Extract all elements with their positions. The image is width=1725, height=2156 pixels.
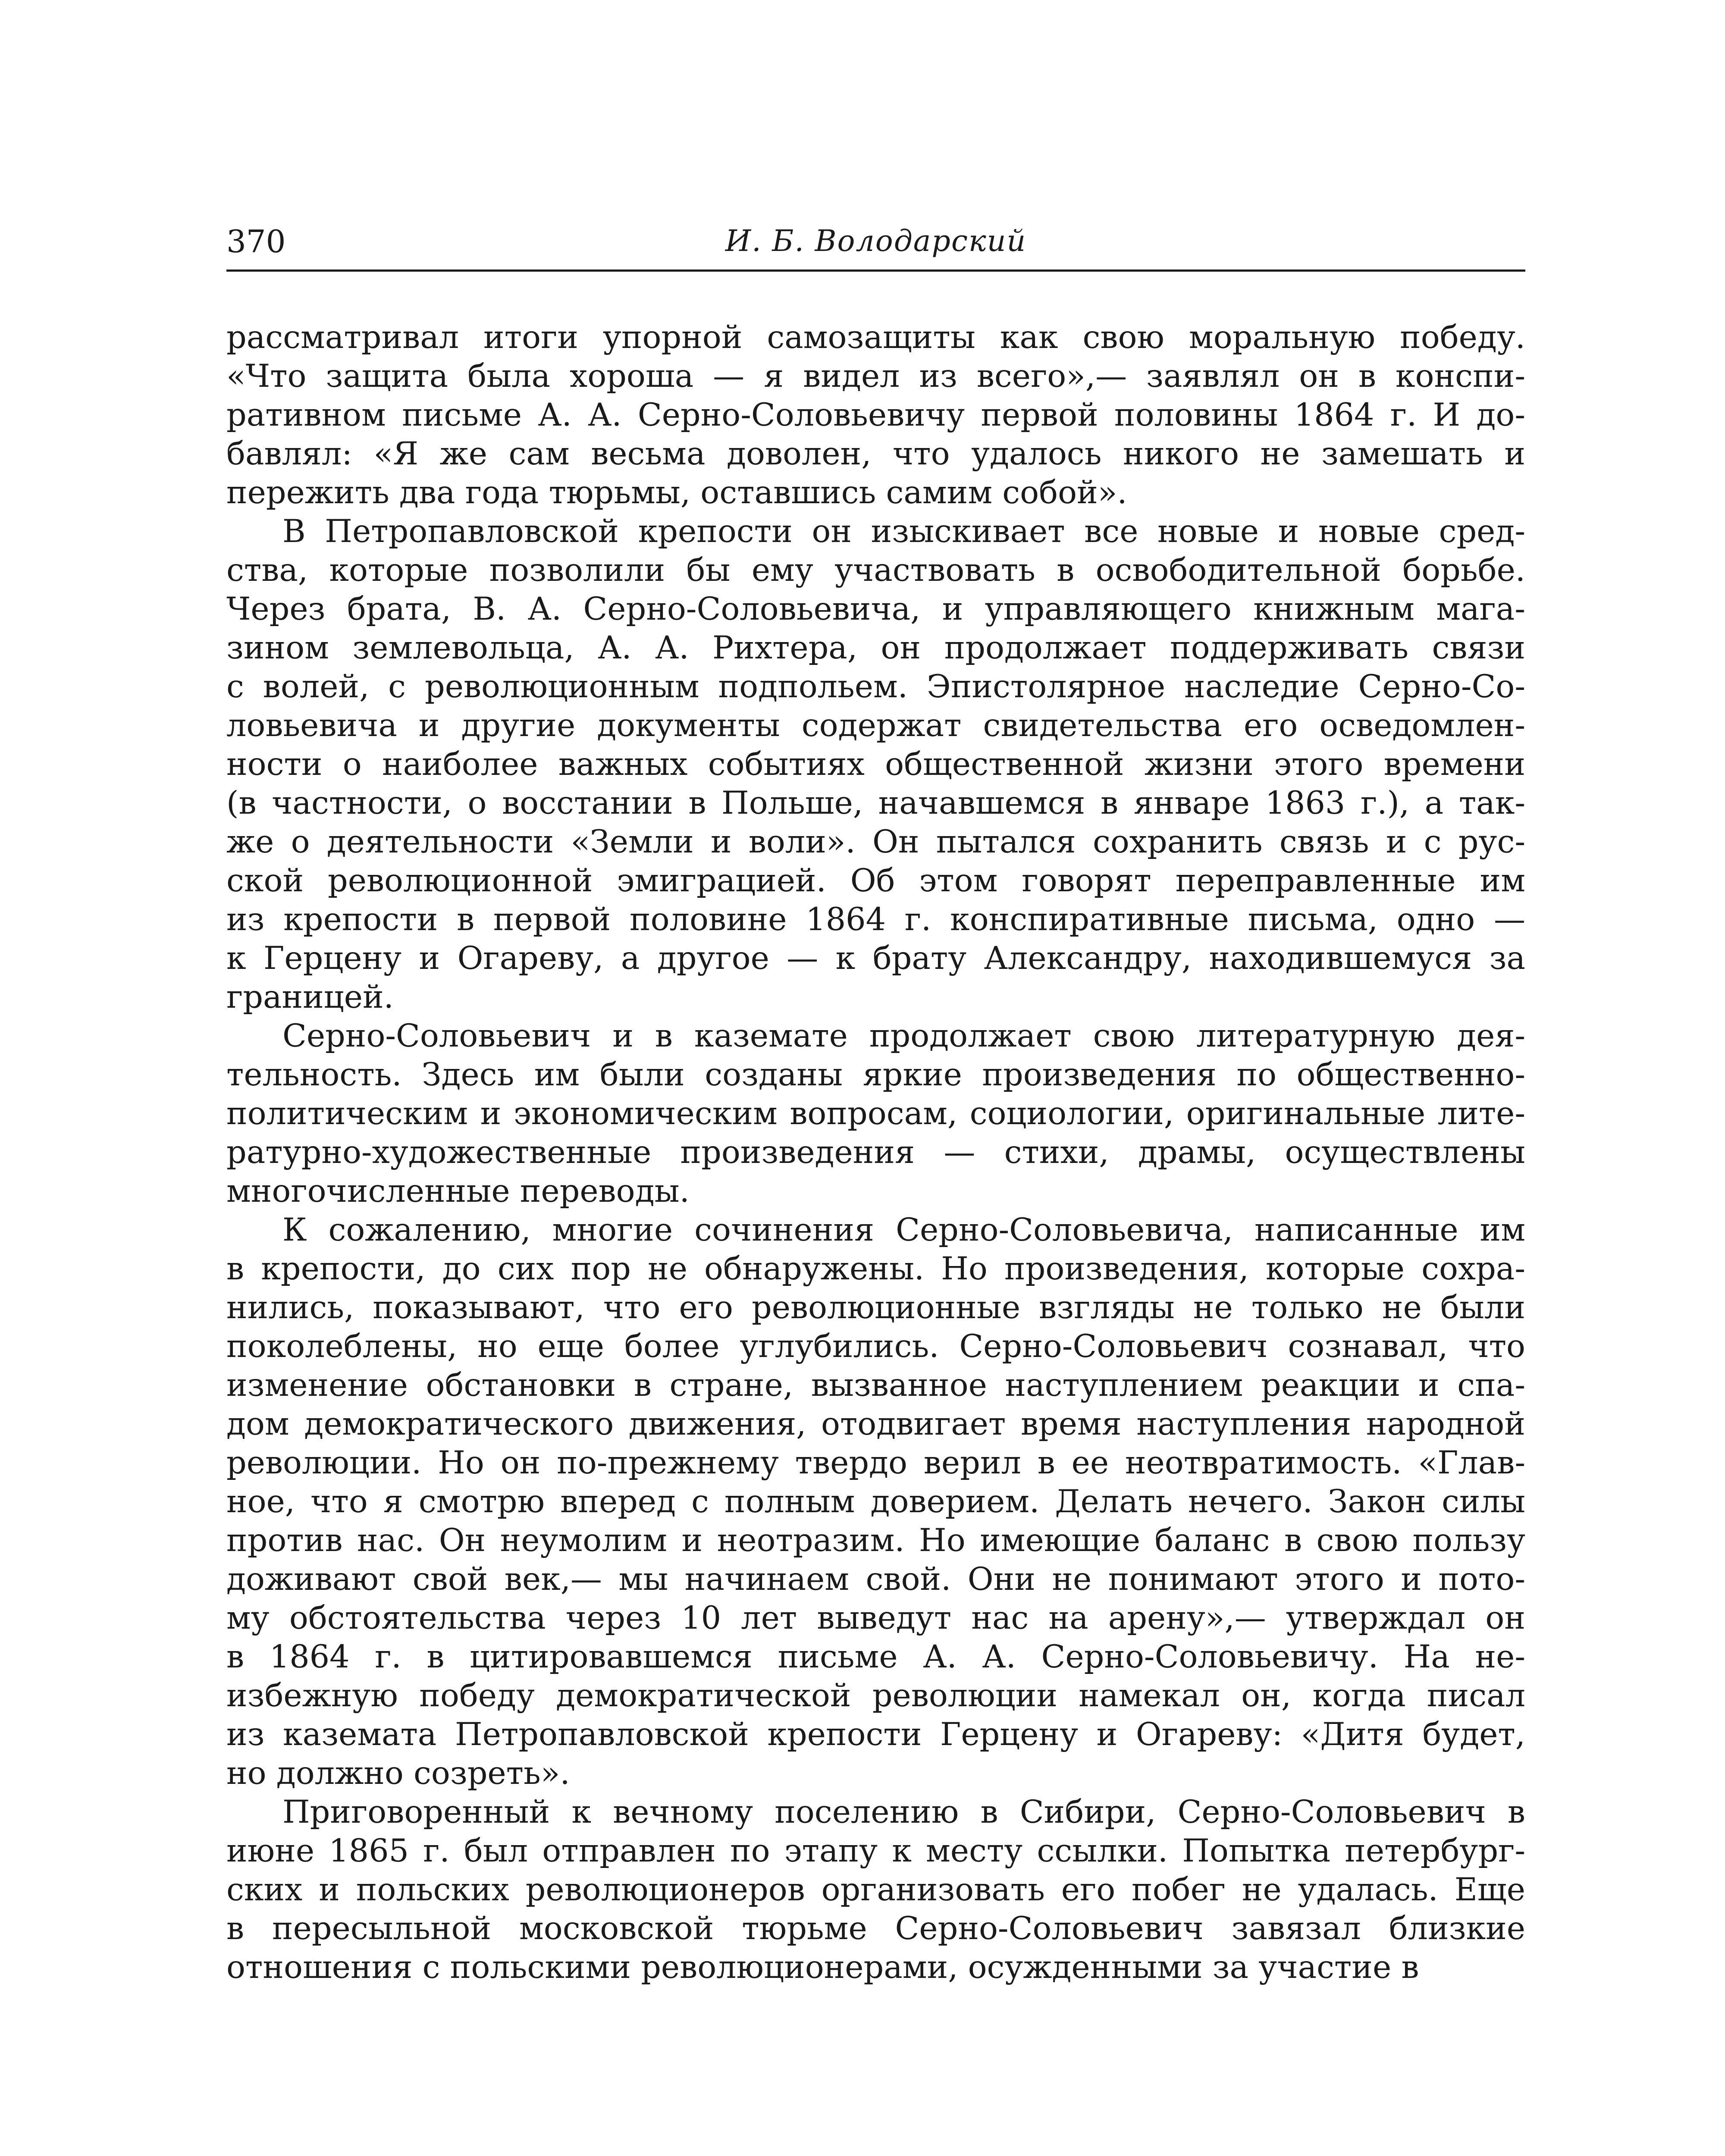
text-line: нились, показывают, что его революционные взгляды не только не были xyxy=(226,1289,1525,1326)
text-line: к Герцену и Огареву, а другое — к брату Александру, находившемуся за xyxy=(226,940,1525,977)
paragraph xyxy=(226,1211,1525,1793)
text-line: с волей, с революционным подпольем. Эпистолярное наследие Серно-Со- xyxy=(226,668,1525,705)
text-line: дом демократического движения, отодвигает время наступления народной xyxy=(226,1406,1525,1442)
text-line: политическим и экономическим вопросам, социологии, оригинальные лите- xyxy=(226,1095,1525,1132)
header-rule xyxy=(226,270,1525,272)
text-line: границей. xyxy=(226,979,394,1015)
text-line: июне 1865 г. был отправлен по этапу к месту ссылки. Попытка петербург- xyxy=(226,1833,1525,1869)
page-number: 370 xyxy=(226,223,286,260)
text-line: многочисленные переводы. xyxy=(226,1173,690,1210)
paragraph xyxy=(226,1793,1525,1987)
running-head-author: И. Б. Володарский xyxy=(725,224,1027,258)
text-line: в крепости, до сих пор не обнаружены. Но произведения, которые сохра- xyxy=(226,1250,1525,1287)
text-line: К сожалению, многие сочинения Серно-Соловьевича, написанные им xyxy=(282,1212,1525,1248)
paragraph xyxy=(226,318,1525,512)
text-line: зином землевольца, А. А. Рихтера, он продолжает поддерживать связи xyxy=(226,630,1525,666)
text-line: рассматривал итоги упорной самозащиты как свою моральную победу. xyxy=(226,319,1525,356)
text-line: бавлял: «Я же сам весьма доволен, что удалось никого не замешать и xyxy=(226,436,1525,472)
text-line: тельность. Здесь им были созданы яркие произведения по общественно- xyxy=(226,1056,1525,1093)
page-header xyxy=(226,224,1525,259)
text-line: ративном письме А. А. Серно-Соловьевичу первой половины 1864 г. И до- xyxy=(226,397,1525,433)
text-line: ства, которые позволили бы ему участвовать в освободительной борьбе. xyxy=(226,552,1525,589)
text-line: ное, что я смотрю вперед с полным доверием. Делать нечего. Закон силы xyxy=(226,1483,1525,1520)
text-line: поколеблены, но еще более углубились. Серно-Соловьевич сознавал, что xyxy=(226,1328,1525,1365)
text-line: в пересыльной московской тюрьме Серно-Соловьевич завязал близкие xyxy=(226,1910,1525,1947)
text-line: му обстоятельства через 10 лет выведут нас на арену»,— утверждал он xyxy=(226,1600,1525,1636)
text-line: отношения с польскими революционерами, осужденными за участие в xyxy=(226,1949,1419,1986)
text-line: изменение обстановки в стране, вызванное наступлением реакции и спа- xyxy=(226,1367,1525,1404)
text-line: против нас. Он неумолим и неотразим. Но имеющие баланс в свою пользу xyxy=(226,1522,1525,1559)
text-line: из каземата Петропавловской крепости Герцену и Огареву: «Дитя будет, xyxy=(226,1716,1525,1753)
text-line: ских и польских революционеров организовать его побег не удалась. Еще xyxy=(226,1871,1525,1908)
text-line: ловьевича и другие документы содержат свидетельства его осведомлен- xyxy=(226,707,1525,744)
text-line: «Что защита была хороша — я видел из всего»,— заявлял он в конспи- xyxy=(226,358,1525,395)
text-line: доживают свой век,— мы начинаем свой. Они не понимают этого и пото- xyxy=(226,1561,1525,1598)
text-line: (в частности, о восстании в Польше, начавшемся в январе 1863 г.), а так- xyxy=(226,785,1525,821)
body-text xyxy=(226,318,1525,1987)
text-line: Приговоренный к вечному поселению в Сибири, Серно-Соловьевич в xyxy=(282,1794,1525,1830)
text-line: из крепости в первой половине 1864 г. конспиративные письма, одно — xyxy=(226,901,1525,938)
text-line: ской революционной эмиграцией. Об этом говорят переправленные им xyxy=(226,862,1525,899)
text-line: пережить два года тюрьмы, оставшись самим собой». xyxy=(226,474,1127,511)
paragraph xyxy=(226,512,1525,1017)
text-line: избежную победу демократической революции намекал он, когда писал xyxy=(226,1677,1525,1714)
text-line: в 1864 г. в цитировавшемся письме А. А. Серно-Соловьевичу. На не- xyxy=(226,1639,1525,1675)
paragraph xyxy=(226,1017,1525,1211)
text-line: революции. Но он по-прежнему твердо верил в ее неотвратимость. «Глав- xyxy=(226,1445,1525,1481)
text-line: Серно-Соловьевич и в каземате продолжает свою литературную дея- xyxy=(282,1018,1525,1054)
text-line: Через брата, В. А. Серно-Соловьевича, и управляющего книжным мага- xyxy=(226,591,1525,627)
text-line: В Петропавловской крепости он изыскивает все новые и новые сред- xyxy=(282,513,1525,550)
text-line: ратурно-художественные произведения — стихи, драмы, осуществлены xyxy=(226,1134,1525,1171)
text-line: ности о наиболее важных событиях общественной жизни этого времени xyxy=(226,746,1525,783)
text-line: же о деятельности «Земли и воли». Он пытался сохранить связь и с рус- xyxy=(226,824,1525,860)
text-line: но должно созреть». xyxy=(226,1755,570,1792)
